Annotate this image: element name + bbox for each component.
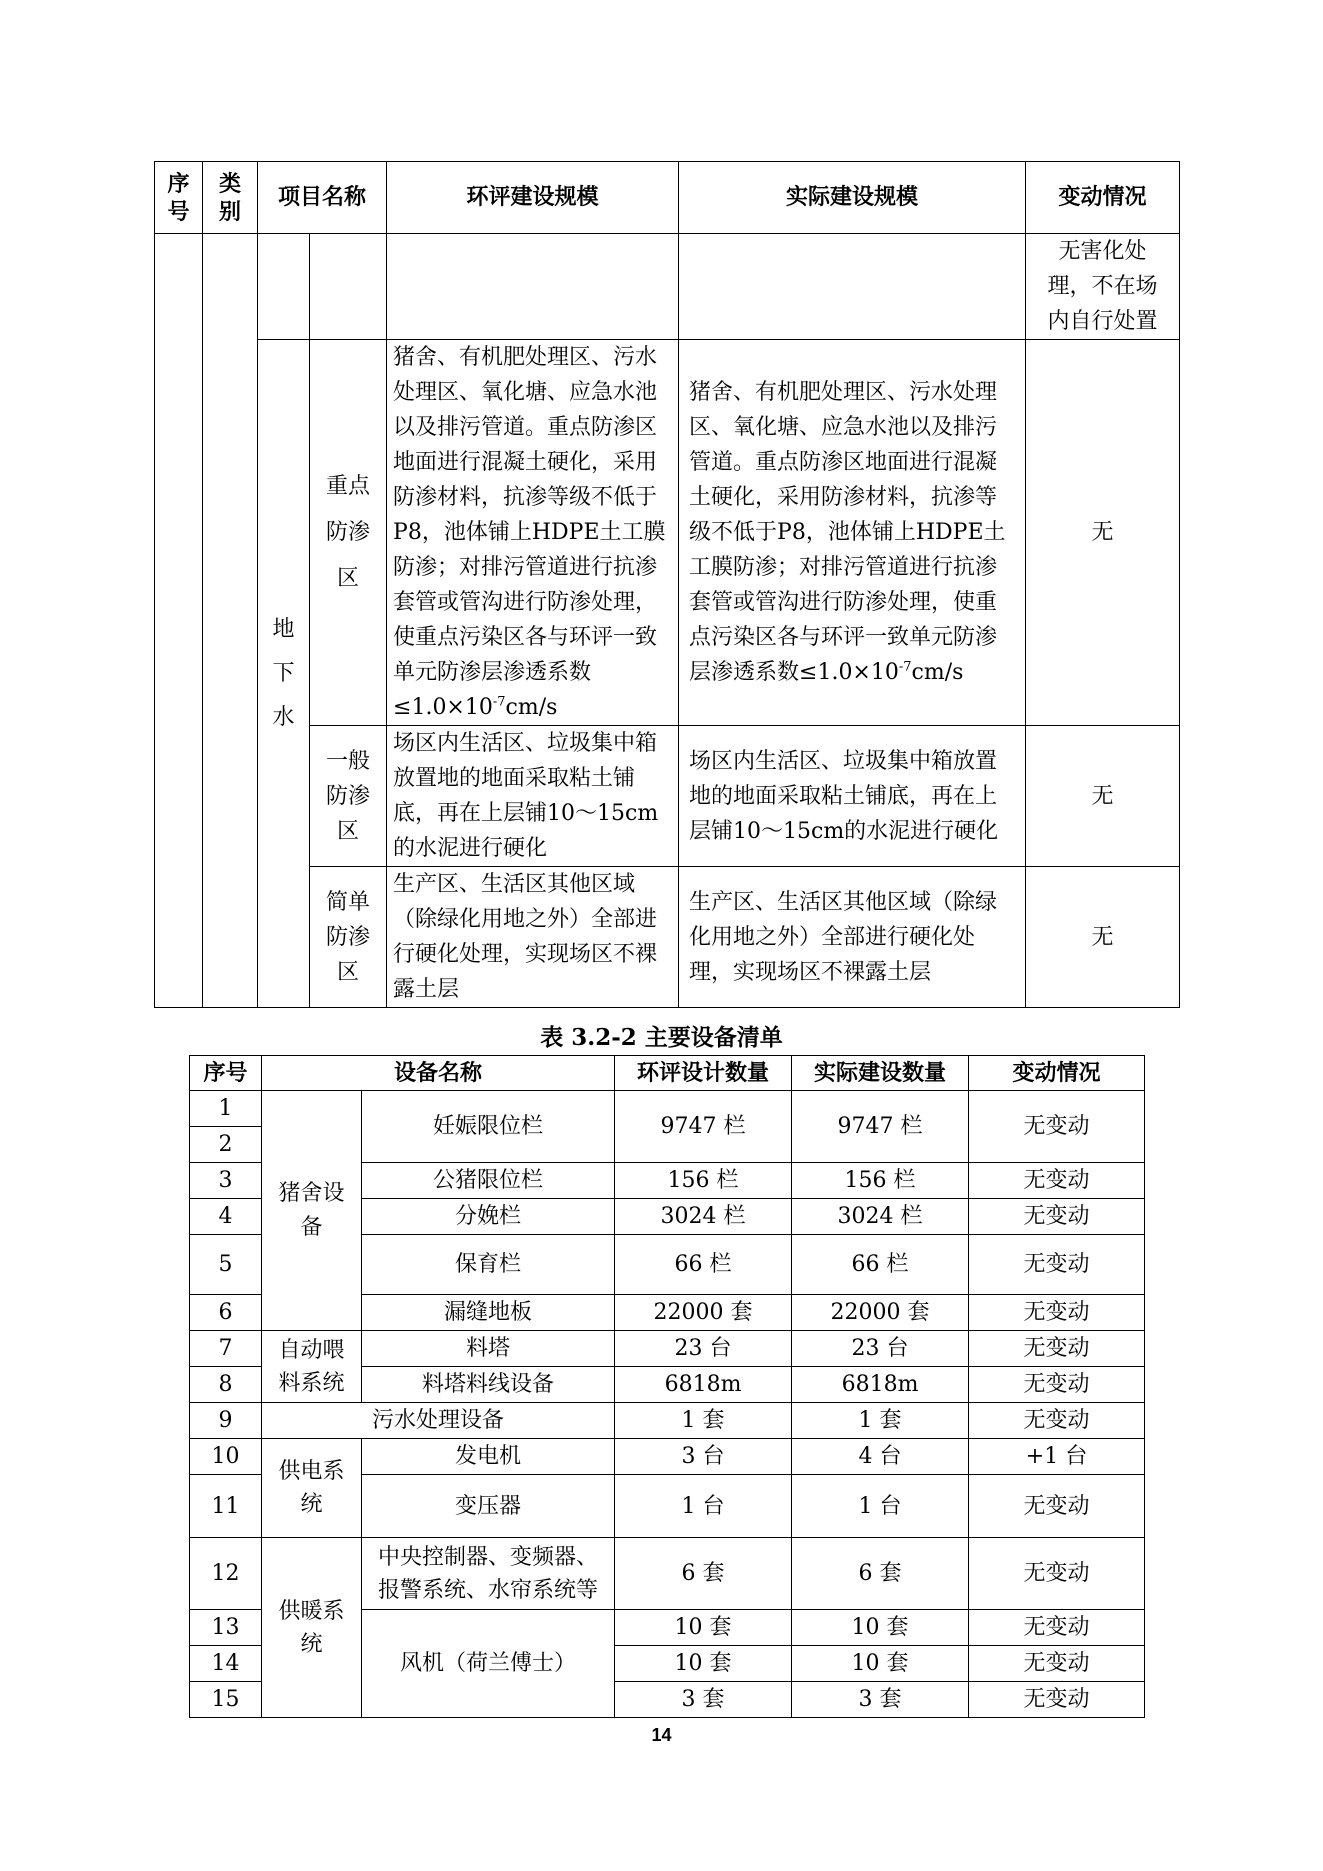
row-name: 料塔料线设备 (362, 1367, 615, 1403)
row-actual: 6818m (792, 1367, 969, 1403)
group-feed: 自动喂料系统 (262, 1331, 362, 1403)
row-change: 无变动 (969, 1403, 1145, 1439)
header-change: 变动情况 (969, 1056, 1145, 1091)
key-zone-eia-text: 猪舍、有机肥处理区、污水处理区、氧化塘、应急水池以及排污管道。重点防渗区地面进行混凝土硬化，采用防渗材料，抗渗等级不低于P8，池体铺上HDPE土工膜防渗；对排污管道进行抗渗套管或管沟进行防渗处理，使重点污染区各与环评一致单元防渗层渗透系数≤1.0×10 (393, 345, 666, 720)
row-change: 无变动 (969, 1610, 1145, 1646)
key-zone-eia-unit: cm/s (505, 695, 558, 720)
simple-zone-actual: 生产区、生活区其他区域（除绿化用地之外）全部进行硬化处理，实现场区不裸露土层 (679, 867, 1026, 1008)
row-actual: 1 套 (792, 1403, 969, 1439)
equipment-list-table (189, 1055, 1145, 1718)
actual-cell-empty (679, 234, 1026, 340)
row-actual: 1 台 (792, 1475, 969, 1538)
row-name: 分娩栏 (362, 1199, 615, 1235)
header-eia: 环评建设规模 (387, 162, 679, 234)
category-cell-empty (203, 234, 258, 1008)
groundwater-category: 地下水 (258, 340, 310, 1008)
row-seq: 12 (190, 1538, 262, 1610)
row-name: 公猪限位栏 (362, 1163, 615, 1199)
header-name: 设备名称 (262, 1056, 615, 1091)
key-zone-actual-exponent: -7 (898, 659, 912, 675)
row-seq: 14 (190, 1646, 262, 1682)
row-seq: 1 (190, 1091, 262, 1127)
row-eia: 3024 栏 (615, 1199, 792, 1235)
row-name-fan: 风机（荷兰傅士） (362, 1610, 615, 1718)
header-actual: 实际建设规模 (679, 162, 1026, 234)
row-eia: 1 套 (615, 1403, 792, 1439)
row-eia: 22000 套 (615, 1295, 792, 1331)
key-zone-eia-exponent: -7 (492, 694, 506, 710)
row-name: 保育栏 (362, 1235, 615, 1295)
row-seq: 13 (190, 1610, 262, 1646)
row-actual: 23 台 (792, 1331, 969, 1367)
key-zone-actual-unit: cm/s (911, 660, 964, 685)
group-pig: 猪舍设备 (262, 1091, 362, 1331)
header-seq: 序号 (155, 162, 203, 234)
row-actual: 156 栏 (792, 1163, 969, 1199)
row-name: 变压器 (362, 1475, 615, 1538)
row-seq: 2 (190, 1127, 262, 1163)
row-actual: 66 栏 (792, 1235, 969, 1295)
row-eia: 66 栏 (615, 1235, 792, 1295)
row-eia: 9747 栏 (615, 1091, 792, 1163)
row-actual: 10 套 (792, 1646, 969, 1682)
header-actual-qty: 实际建设数量 (792, 1056, 969, 1091)
row-seq: 5 (190, 1235, 262, 1295)
change-cell-disposal: 无害化处理，不在场内自行处置 (1026, 234, 1180, 340)
row-change: 无变动 (969, 1682, 1145, 1718)
row-seq: 11 (190, 1475, 262, 1538)
row-actual: 9747 栏 (792, 1091, 969, 1163)
header-change: 变动情况 (1026, 162, 1180, 234)
key-zone-name: 重点防渗区 (310, 340, 387, 726)
general-zone-name: 一般防渗区 (310, 726, 387, 867)
eia-cell-empty (387, 234, 679, 340)
key-zone-change: 无 (1026, 340, 1180, 726)
row-eia: 10 套 (615, 1646, 792, 1682)
row-change: +1 台 (969, 1439, 1145, 1475)
row-actual: 6 套 (792, 1538, 969, 1610)
key-zone-eia (387, 340, 679, 726)
row-eia: 156 栏 (615, 1163, 792, 1199)
group-heat: 供暖系统 (262, 1538, 362, 1718)
table-caption: 表 3.2-2 主要设备清单 (540, 1024, 783, 1051)
row-change: 无变动 (969, 1475, 1145, 1538)
row-name: 妊娠限位栏 (362, 1091, 615, 1163)
row-actual: 3 套 (792, 1682, 969, 1718)
row-seq: 9 (190, 1403, 262, 1439)
row-eia: 6818m (615, 1367, 792, 1403)
simple-zone-name: 简单防渗区 (310, 867, 387, 1008)
construction-scale-table (154, 161, 1180, 1008)
row-change: 无变动 (969, 1091, 1145, 1163)
row-change: 无变动 (969, 1367, 1145, 1403)
row-change: 无变动 (969, 1331, 1145, 1367)
simple-zone-eia: 生产区、生活区其他区域（除绿化用地之外）全部进行硬化处理，实现场区不裸露土层 (387, 867, 679, 1008)
row-actual: 4 台 (792, 1439, 969, 1475)
page-number: 14 (651, 1725, 672, 1745)
row-eia: 3 台 (615, 1439, 792, 1475)
row-seq: 7 (190, 1331, 262, 1367)
row-seq: 4 (190, 1199, 262, 1235)
row-eia: 6 套 (615, 1538, 792, 1610)
row-seq: 15 (190, 1682, 262, 1718)
row-change: 无变动 (969, 1235, 1145, 1295)
header-seq: 序号 (190, 1056, 262, 1091)
row-eia: 3 套 (615, 1682, 792, 1718)
row-change: 无变动 (969, 1646, 1145, 1682)
header-project: 项目名称 (258, 162, 387, 234)
row-seq: 10 (190, 1439, 262, 1475)
general-zone-actual: 场区内生活区、垃圾集中箱放置地的地面采取粘土铺底，再在上层铺10～15cm的水泥进行硬化 (679, 726, 1026, 867)
row-actual: 3024 栏 (792, 1199, 969, 1235)
row-seq: 6 (190, 1295, 262, 1331)
simple-zone-change: 无 (1026, 867, 1180, 1008)
seq-cell-empty (155, 234, 203, 1008)
row-name: 漏缝地板 (362, 1295, 615, 1331)
sub-cell-empty (258, 234, 310, 340)
row-seq: 3 (190, 1163, 262, 1199)
row-change: 无变动 (969, 1295, 1145, 1331)
row-seq: 8 (190, 1367, 262, 1403)
key-zone-actual (679, 340, 1026, 726)
group-power: 供电系统 (262, 1439, 362, 1538)
row-change: 无变动 (969, 1538, 1145, 1610)
row-name: 料塔 (362, 1331, 615, 1367)
general-zone-eia: 场区内生活区、垃圾集中箱放置地的地面采取粘土铺底，再在上层铺10～15cm的水泥进行硬化 (387, 726, 679, 867)
general-zone-change: 无 (1026, 726, 1180, 867)
row-change: 无变动 (969, 1163, 1145, 1199)
row-actual: 22000 套 (792, 1295, 969, 1331)
row-eia: 10 套 (615, 1610, 792, 1646)
row-actual: 10 套 (792, 1610, 969, 1646)
row-name: 污水处理设备 (262, 1403, 615, 1439)
name-cell-empty (310, 234, 387, 340)
row-change: 无变动 (969, 1199, 1145, 1235)
row-name: 中央控制器、变频器、报警系统、水帘系统等 (362, 1538, 615, 1610)
row-eia: 1 台 (615, 1475, 792, 1538)
row-name: 发电机 (362, 1439, 615, 1475)
header-category: 类别 (203, 162, 258, 234)
row-eia: 23 台 (615, 1331, 792, 1367)
header-eia-qty: 环评设计数量 (615, 1056, 792, 1091)
key-zone-actual-text: 猪舍、有机肥处理区、污水处理区、氧化塘、应急水池以及排污管道。重点防渗区地面进行混凝土硬化，采用防渗材料，抗渗等级不低于P8，池体铺上HDPE土工膜防渗；对排污管道进行抗渗套管或管沟进行防渗处理，使重点污染区各与环评一致单元防渗层渗透系数≤1.0×10 (689, 380, 1006, 685)
